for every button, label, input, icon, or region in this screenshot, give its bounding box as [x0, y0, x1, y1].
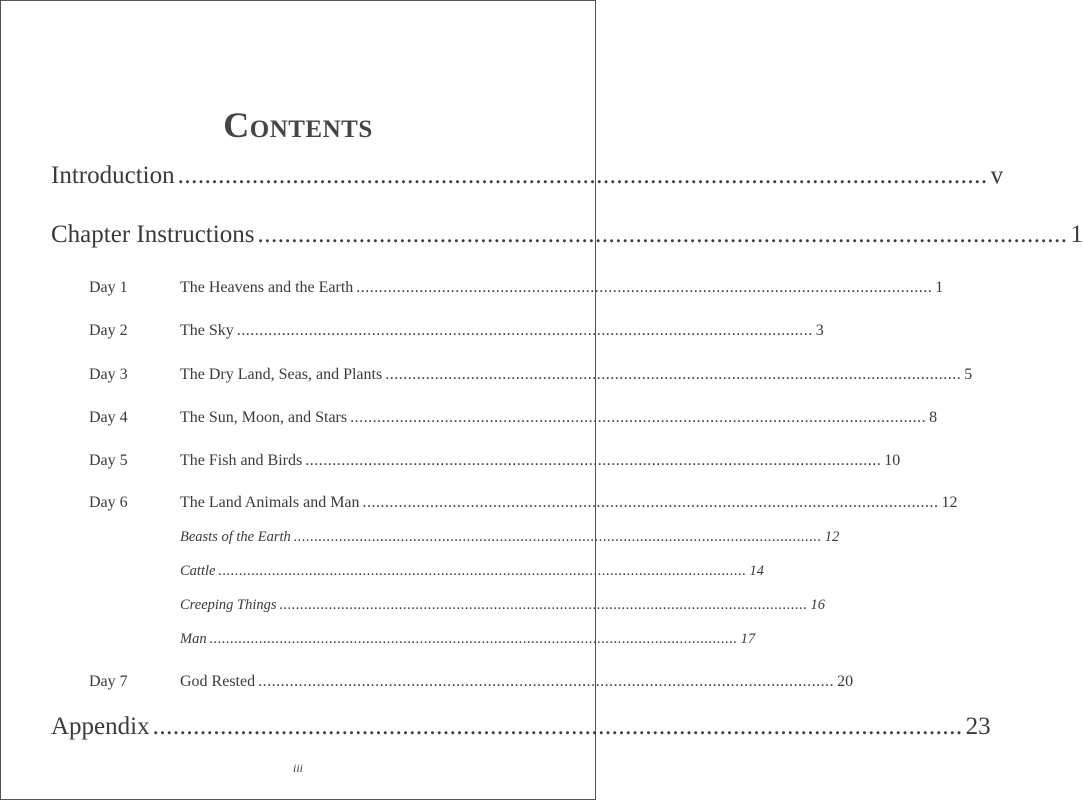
dot-leader: ........................................................................................................................: [177, 162, 988, 189]
page-number-footer: iii: [292, 761, 303, 775]
dot-leader: ................................................................................................................................: [362, 494, 939, 511]
entry-page: 5: [964, 366, 973, 383]
subentry-page: 16: [810, 597, 826, 613]
subentry-label: Creeping Things: [180, 597, 277, 613]
dot-leader: ................................................................................................................................: [350, 409, 927, 426]
day-label: Day 7: [89, 673, 128, 690]
toc-entry-day-5[interactable]: [180, 452, 901, 470]
entry-page: 3: [815, 322, 824, 339]
entry-page: v: [990, 162, 1004, 189]
entry-label: Introduction: [51, 162, 175, 189]
dot-leader: ................................................................................................................................: [258, 673, 835, 690]
day-label: Day 3: [89, 366, 128, 383]
dot-leader: ................................................................................................................................: [356, 279, 933, 296]
entry-page: 1: [1070, 221, 1083, 248]
entry-page: 23: [965, 713, 991, 740]
day-label: Day 4: [89, 409, 128, 426]
entry-label: The Sky: [180, 322, 234, 339]
dot-leader: ................................................................................................................................: [236, 322, 813, 339]
toc-subentry-man[interactable]: [180, 631, 756, 648]
entry-label: Chapter Instructions: [51, 221, 255, 248]
toc-entry-introduction[interactable]: [51, 162, 1004, 190]
subentry-label: Beasts of the Earth: [180, 529, 291, 545]
entry-page: 12: [941, 494, 958, 511]
dot-leader: ................................................................................................................................: [209, 631, 738, 647]
subentry-page: 12: [824, 529, 840, 545]
toc-entry-day-3[interactable]: [180, 366, 973, 384]
entry-label: The Heavens and the Earth: [180, 279, 354, 296]
day-label: Day 2: [89, 322, 128, 339]
dot-leader: ........................................................................................................................: [257, 221, 1068, 248]
page-title: Contents: [223, 105, 373, 145]
entry-label: Appendix: [51, 713, 150, 740]
entry-page: 10: [884, 452, 901, 469]
dot-leader: ................................................................................................................................: [293, 529, 822, 545]
day-label: Day 6: [89, 494, 128, 511]
dot-leader: ................................................................................................................................: [305, 452, 882, 469]
dot-leader: ................................................................................................................................: [279, 597, 808, 613]
toc-entry-day-2[interactable]: [180, 322, 824, 340]
entry-label: The Land Animals and Man: [180, 494, 360, 511]
subentry-page: 14: [749, 563, 764, 579]
entry-label: The Dry Land, Seas, and Plants: [180, 366, 383, 383]
toc-subentry-creeping-things[interactable]: [180, 597, 826, 614]
toc-subentry-beasts[interactable]: [180, 529, 840, 546]
entry-page: 20: [837, 673, 854, 690]
entry-page: 1: [935, 279, 944, 296]
dot-leader: ................................................................................................................................: [385, 366, 962, 383]
entry-label: The Fish and Birds: [180, 452, 303, 469]
subentry-label: Man: [180, 631, 207, 647]
toc-entry-day-1[interactable]: [180, 279, 944, 297]
toc-entry-day-7[interactable]: [180, 673, 854, 691]
subentry-label: Cattle: [180, 563, 216, 579]
toc-entry-chapter-instructions[interactable]: [51, 221, 1083, 249]
day-label: Day 1: [89, 279, 128, 296]
toc-subentry-cattle[interactable]: [180, 563, 764, 580]
dot-leader: ................................................................................................................................: [218, 563, 747, 579]
entry-label: The Sun, Moon, and Stars: [180, 409, 348, 426]
day-label: Day 5: [89, 452, 128, 469]
entry-page: 8: [929, 409, 938, 426]
toc-entry-day-6[interactable]: [180, 494, 958, 512]
dot-leader: ........................................................................................................................: [152, 713, 963, 740]
toc-entry-appendix[interactable]: [51, 713, 991, 741]
toc-entry-day-4[interactable]: [180, 409, 938, 427]
subentry-page: 17: [740, 631, 756, 647]
entry-label: God Rested: [180, 673, 256, 690]
